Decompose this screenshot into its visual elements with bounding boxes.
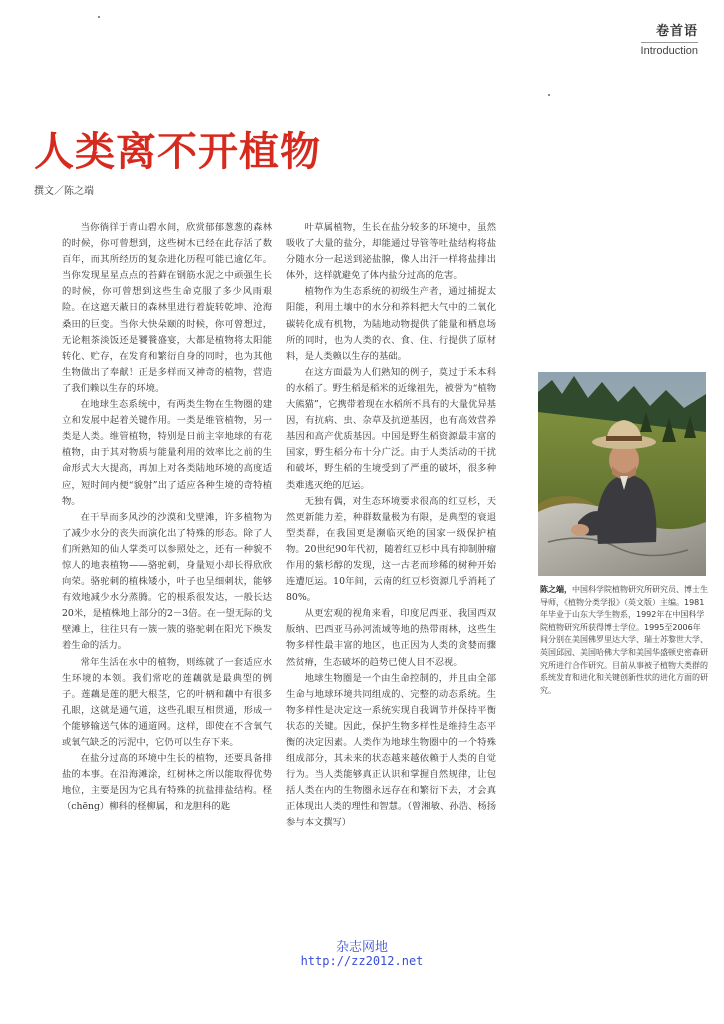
- author-bio: 中国科学院植物研究所研究员、博士生导师，《植物分类学报》（英文版）主编。1981年毕业于山东大学生物系，1992年在中国科学院植物研究所获得博士学位。1995至2006年间分别在美国佛罗里达大学、瑞士苏黎世大学、英国邱园、美国哈佛大学和美国华盛顿史密森研究所进行合作研究。目前从事被子植物大类群的系统发育和进化和关键创新性状的进化方面的研究。: [540, 585, 708, 695]
- section-header: [641, 20, 698, 57]
- watermark-url[interactable]: http://zz2012.net: [300, 954, 424, 968]
- paragraph: 在干旱而多风沙的沙漠和戈壁滩，许多植物为了减少水分的丧失而演化出了特殊的形态。除了人们所熟知的仙人掌类可以参照处之，还有一种貌不惊人的地表植物——骆驼刺，身量短小却长得欣欣向荣。骆驼刺的植株矮小，叶子也呈细刺状，能够有效地减少水分蒸腾。它的根系很发达，一般长达20米，是植株地上部分的2－3倍。在一望无际的戈壁滩上，往往只有一簇一簇的骆驼刺在阳光下焕发着生命的活力。: [62, 511, 272, 652]
- paragraph: 在盐分过高的环境中生长的植物，还要具备排盐的本事。在沿海滩涂，红树林之所以能取得优势地位，主要是因为它具有特殊的抗盐排盐结构。柽（chēng）柳科的柽柳属，和龙胆科的匙: [62, 753, 272, 813]
- paragraph: 叶草属植物，生长在盐分较多的环境中，虽然吸收了大量的盐分，却能通过导管等吐盐结构将盐分随水分一起送到泌盐腺，像人出汗一样将盐排出体外，这样就避免了体内盐分过高的危害。: [286, 222, 496, 282]
- portrait-photo-illustration: [538, 372, 706, 576]
- paragraph: 地球生物圈是一个由生命控制的，并且由全部生命与地球环境共同组成的、完整的动态系统。生物多样性是决定这一系统实现自我调节并保持平衡状态的关键。因此，保护生物多样性是维持生态平衡的决定因素。人类作为地球生物圈中的一个特殊组成部分，其未来的状态越来越依赖于人类的自觉行为。当人类能够真正认识和掌握自然规律，让包括人类在内的生物圈永远存在和繁衍下去，才会真正体现出人类的理性和智慧。（曾湘敏、孙浩、杨扬参与本文撰写）: [286, 672, 496, 829]
- paragraph: 从更宏观的视角来看，印度尼西亚、我国西双版纳、巴西亚马孙河流域等地的热带雨林，这些生物多样性最丰富的地区，也正因为人类的贪婪而骤然贫瘠，生态破坏的趋势已使人目不忍视。: [286, 608, 496, 668]
- watermark-text: 杂志网地: [335, 940, 388, 955]
- print-mark-dot: [98, 16, 100, 18]
- article-column-middle: [286, 220, 496, 832]
- paragraph: 当你徜徉于青山碧水间，欣赏郁郁葱葱的森林的时候，你可曾想到，这些树木已经在此存活了数百年，而其所经历的复杂进化历程可能已逾亿年。当你发现星星点点的苔藓在钢筋水泥之中顽强生长的时候，你可曾想到这些生命克服了多少风雨艰险。在这遮天蔽日的森林里进行着旋转乾坤、沧海桑田的巨变。当你大快朵颐的时候，你可曾想过，无论粗茶淡饭还是饕餮盛宴，大都是植物将太阳能转化、贮存，在发育和繁衍自身的同时，也为其他生物做出了奉献！正是多样而又神奇的植物，营造了我们赖以生存的环境。: [62, 222, 272, 394]
- article-byline: 撰文／陈之端: [34, 186, 94, 197]
- author-caption: [540, 584, 708, 697]
- section-label-en: Introduction: [641, 42, 698, 57]
- paragraph: 植物作为生态系统的初级生产者，通过捕捉太阳能，利用土壤中的水分和养料把大气中的二氧化碳转化成有机物，为陆地动物提供了能量和栖息场所的同时，也为人类的衣、食、住、行提供了原材料，是人类赖以生存的基础。: [286, 286, 496, 362]
- article-title: 人类离不开植物: [34, 129, 321, 175]
- article-column-left: [62, 220, 272, 815]
- print-mark-dot: [548, 94, 550, 96]
- paragraph: 无独有偶，对生态环境要求很高的红豆杉，天然更新能力差，种群数量极为有限，是典型的衰退型类群，在我国更是濒临灭绝的国家一级保护植物。20世纪90年代初，随着红豆杉中具有抑制肿瘤作用的紫杉醇的发现，这一古老而珍稀的树种开始连遭厄运。10年间，云南的红豆杉资源几乎消耗了80%。: [286, 495, 496, 604]
- section-label-cn: 卷首语: [655, 24, 698, 39]
- paragraph: 在这方面最为人们熟知的例子，莫过于禾本科的水稻了。野生稻是稻米的近缘祖先，被誉为“植物大熊猫”，它携带着现在水稻所不具有的大量优异基因，有抗病、虫、杂草及抗逆基因，也有高效营养基因和高产优质基因。中国是野生稻资源最丰富的国家，野生稻分布十分广泛。由于人类活动的干扰和破坏，野生稻的生境受到了严重的破坏，很多种类难逃灭绝的厄运。: [286, 366, 496, 491]
- author-name: 陈之端，: [540, 585, 572, 594]
- paragraph: 在地球生态系统中，有两类生物在生物圈的建立和发展中起着关键作用。一类是维管植物，另一类是人类。维管植物，特别是日前主宰地球的有花植物，由于其对物质与能量利用的效率比之前的生命形式大大提高，再加上对各类陆地环境的高度适应，短时间内便“貌射”出了适应各种生境的奇特植物。: [62, 399, 272, 507]
- author-photo: [538, 372, 706, 576]
- paragraph: 常年生活在水中的植物，则练就了一套适应水生环境的本领。我们常吃的莲藕就是最典型的例子。莲藕是莲的肥大根茎，它的叶柄和藕中有很多孔眼，这就是通气道，这些孔眼互相贯通，形成一个能够输送气体的通道网。这样，即使在不含氧气或氧气缺乏的污泥中，它仍可以生存下来。: [62, 656, 272, 748]
